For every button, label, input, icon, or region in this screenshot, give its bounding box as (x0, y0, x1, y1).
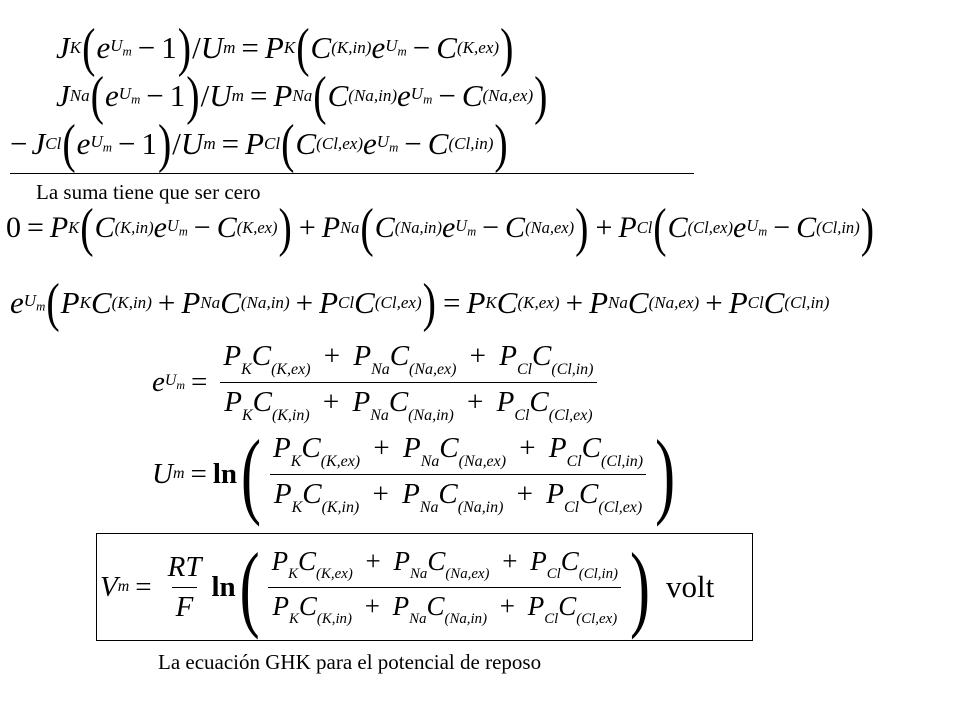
ln-fraction: $P_KC_{(K,ex)} + P_{Na}C_{(Na,ex)} + P_{Cl}C_{(Cl,in)}$ $P_KC_{(K,in)} + P_{Na}C_{(Na,in)} + P_{Cl}C_{(Cl,ex)}$ (269, 432, 647, 517)
unit-volt: volt (665, 569, 715, 604)
equation-sum-zero: 0 = P K ( C (K,in) e $U_m$ − C (K,ex) ) + P Na ( C (Na,in) e $U_m$ − C (Na,ex) ) + P Cl ( C (Cl,ex) e $U_m$ − C (Cl,in) ) (6, 196, 875, 258)
sum-zero-label: La suma tiene que ser cero (36, 180, 261, 204)
equation-flux-potassium: J K ( e $U_m$ − 1 ) / U m = P K ( C (K,in) e $U_m$ − C (K,ex) ) (56, 16, 514, 78)
equation-flux-sodium: J Na ( e $U_m$ − 1 ) / U m = P Na ( C (Na,in) e $U_m$ − C (Na,ex) ) (56, 64, 548, 126)
ion-subscript: K (69, 38, 82, 57)
ghk-fraction: $P_KC_{(K,ex)} + P_{Na}C_{(Na,ex)} + P_{Cl}C_{(Cl,in)}$ $P_KC_{(K,in)} + P_{Na}C_{(Na,in)} + P_{Cl}C_{(Cl,ex)}$ (268, 546, 622, 627)
equation-ghk: V m = $\frac{RT}{F}$ ln ( $P_KC_{(K,ex)} + P_{Na}C_{(Na,ex)} + P_{Cl}C_{(Cl,in)}$ $P_KC_{(K,in)} + P_{Na}C_{(Na,in)} + P_{Cl}C_{(Cl,ex)}$ ) volt (100, 534, 715, 640)
equation-grouped: e $U_m$ ( P K C (K,in) + P Na C (Na,in) + P Cl C (Cl,ex) ) = P K C (K,ex) + P Na C (Na,ex) + P Cl C (Cl,in) (10, 271, 830, 333)
ghk-caption: La ecuación GHK para el potencial de reposo (158, 650, 542, 674)
equation-membrane-potential-ln: U m = ln ( $P_KC_{(K,ex)} + P_{Na}C_{(Na,ex)} + P_{Cl}C_{(Cl,in)}$ $P_KC_{(K,in)} + P_{Na}C_{(Na,in)} + P_{Cl}C_{(Cl,ex)}$ ) (152, 421, 676, 528)
equation-flux-chloride: − J Cl ( e $U_m$ − 1 ) / U m = P Cl ( C (Cl,ex) e $U_m$ − C (Cl,in) ) (10, 112, 508, 174)
rt-over-f-fraction: $\frac{RT}{F}$ (167, 550, 202, 623)
equation-exponential-ratio: e $U_m$ = $P_KC_{(K,ex)} + P_{Na}C_{(Na,ex)} + P_{Cl}C_{(Cl,in)}$ $P_KC_{(K,in)} + P_{Na}C_{(Na,in)} + P_{Cl}C_{(Cl,ex)}$ (152, 340, 603, 425)
flux-symbol: J (56, 30, 70, 65)
summation-rule (10, 173, 694, 174)
ratio-fraction: $P_KC_{(K,ex)} + P_{Na}C_{(Na,ex)} + P_{Cl}C_{(Cl,in)}$ $P_KC_{(K,in)} + P_{Na}C_{(Na,in)} + P_{Cl}C_{(Cl,ex)}$ (219, 340, 597, 425)
